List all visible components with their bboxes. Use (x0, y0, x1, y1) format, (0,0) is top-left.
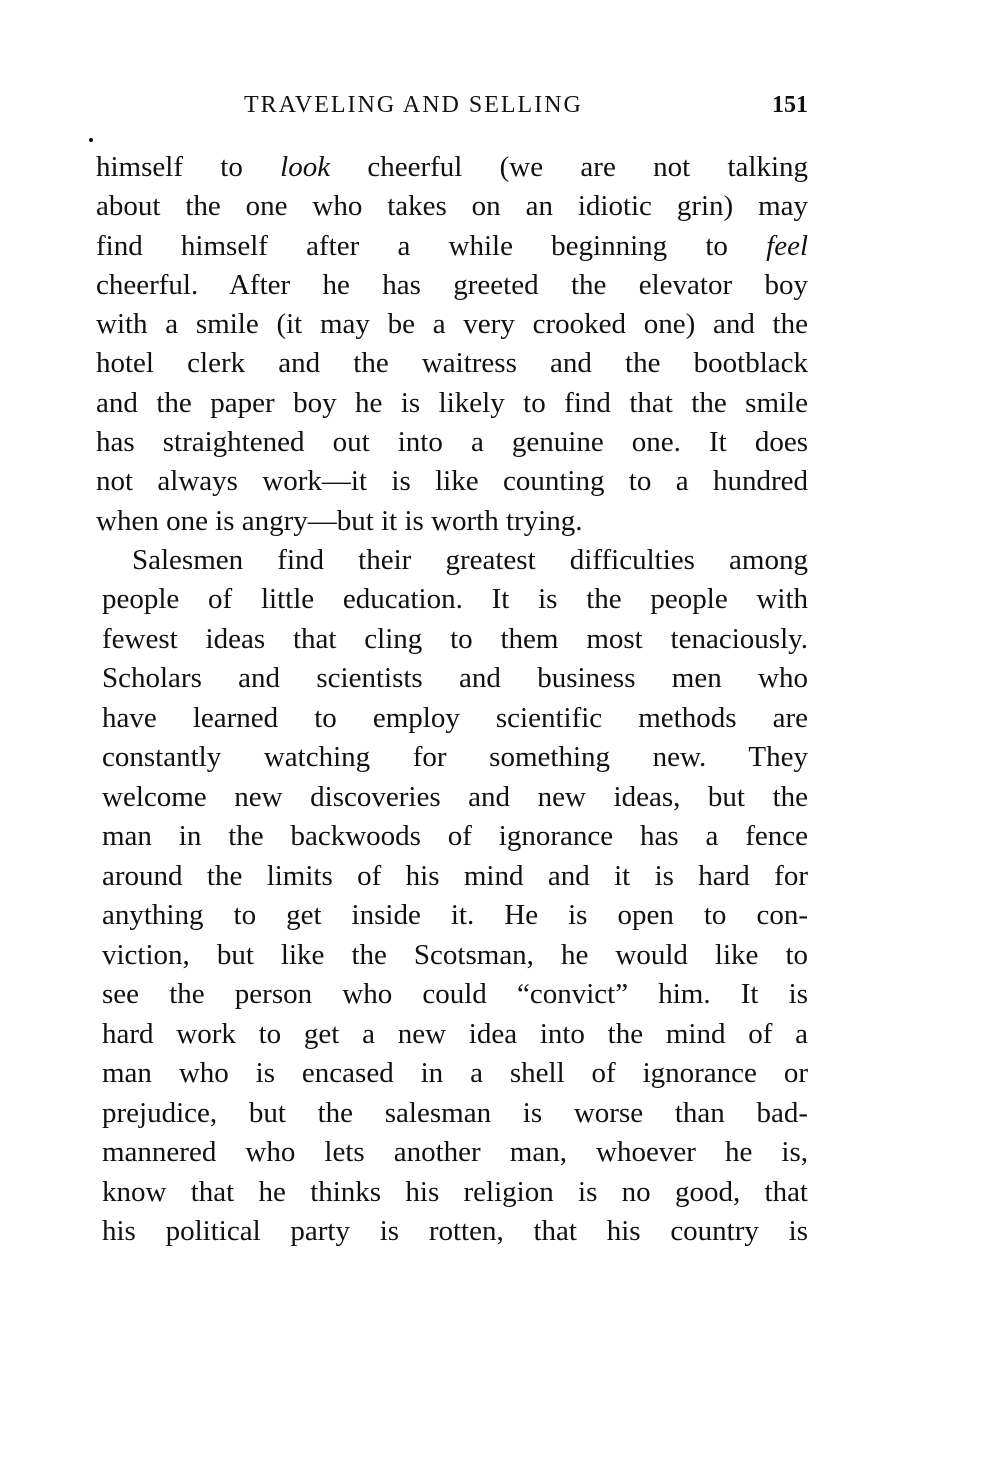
text-line: about the one who takes on an idiotic grin) may (96, 190, 808, 223)
page-number: 151 (772, 92, 808, 118)
text-line: find himself after a while beginning to feel (96, 229, 808, 262)
text-line: with a smile (it may be a very crooked one) and the (96, 308, 808, 341)
text-line: viction, but like the Scotsman, he would like to (102, 938, 808, 971)
ink-speck-mark (89, 138, 93, 142)
running-head (96, 92, 808, 128)
emphasized-word: feel (766, 229, 808, 262)
paragraph-2 (96, 541, 808, 1252)
text-line: hard work to get a new idea into the mind of a (102, 1017, 808, 1050)
running-title: TRAVELING AND SELLING (244, 92, 583, 118)
text-line: anything to get inside it. He is open to con- (102, 899, 808, 932)
text-line: prejudice, but the salesman is worse than bad- (102, 1096, 808, 1129)
text-line: people of little education. It is the people with (102, 583, 808, 616)
body-text (96, 148, 808, 1252)
text-line: welcome new discoveries and new ideas, but the (102, 780, 808, 813)
text-line: know that he thinks his religion is no good, that (102, 1175, 808, 1208)
text-line: man in the backwoods of ignorance has a fence (102, 820, 808, 853)
emphasized-word: look (280, 151, 331, 183)
text-line: when one is angry—but it is worth trying. (96, 504, 583, 537)
text-line: mannered who lets another man, whoever he is, (102, 1136, 808, 1169)
text-line: see the person who could “convict” him. It is (102, 978, 808, 1011)
text-line: his political party is rotten, that his country is (102, 1215, 808, 1248)
text-line: himself to look cheerful (we are not talking (96, 151, 808, 183)
text-line: not always work—it is like counting to a hundred (96, 465, 808, 498)
text-line: constantly watching for something new. They (102, 741, 808, 774)
text-line: have learned to employ scientific methods are (102, 701, 808, 734)
text-line: and the paper boy he is likely to find that the smile (96, 386, 808, 419)
text-line: around the limits of his mind and it is hard for (102, 859, 808, 892)
text-line: fewest ideas that cling to them most tenaciously. (102, 622, 808, 655)
text-line: cheerful. After he has greeted the elevator boy (96, 268, 808, 301)
text-line: Scholars and scientists and business men who (102, 662, 808, 695)
text-line: Salesmen find their greatest difficulties among (132, 543, 808, 576)
text-line: man who is encased in a shell of ignorance or (102, 1057, 808, 1090)
paragraph-1 (96, 148, 808, 541)
text-line: has straightened out into a genuine one. It does (96, 426, 808, 459)
text-line: hotel clerk and the waitress and the bootblack (96, 347, 808, 380)
